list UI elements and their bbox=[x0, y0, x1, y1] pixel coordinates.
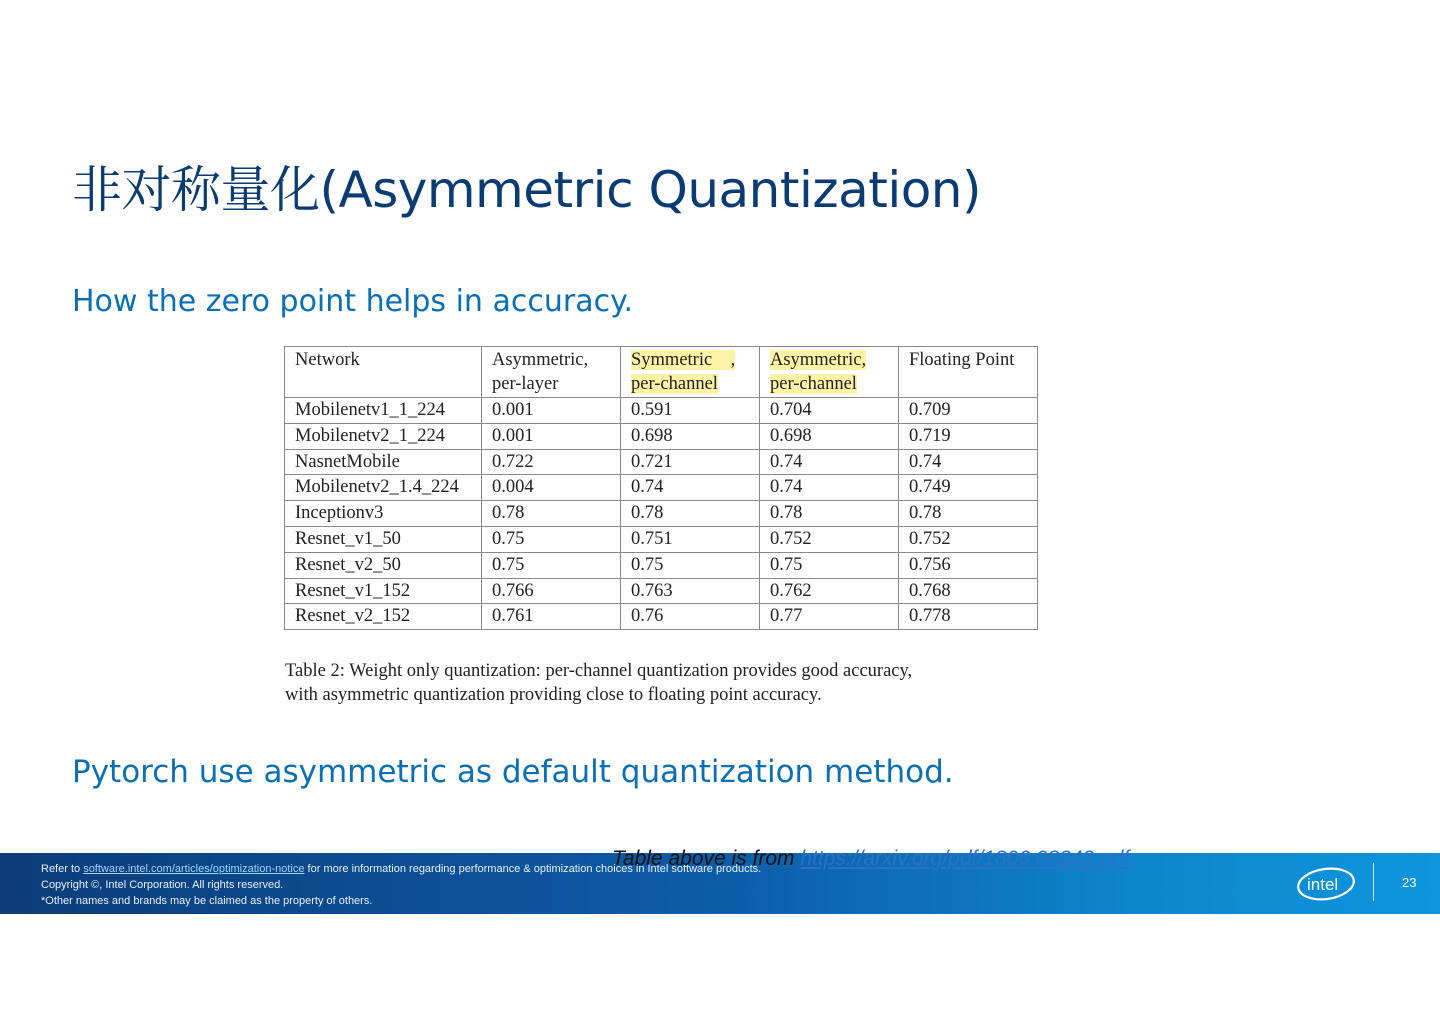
table-row bbox=[285, 398, 1038, 424]
optimization-notice: Refer to software.intel.com/articles/optimization-notice for more information regarding performance & optimization choices in Intel software products. bbox=[41, 863, 762, 875]
table-row bbox=[285, 526, 1038, 552]
accuracy-cell: 0.704 bbox=[760, 398, 899, 424]
intel-logo-text: intel bbox=[1307, 875, 1339, 894]
network-name-cell: Resnet_v2_50 bbox=[285, 552, 482, 578]
accuracy-cell: 0.709 bbox=[899, 398, 1038, 424]
network-name-cell: Mobilenetv2_1_224 bbox=[285, 423, 482, 449]
pytorch-note: Pytorch use asymmetric as default quantization method. bbox=[72, 754, 954, 790]
accuracy-cell: 0.749 bbox=[899, 475, 1038, 501]
accuracy-cell: 0.722 bbox=[482, 449, 621, 475]
accuracy-cell: 0.719 bbox=[899, 423, 1038, 449]
header-asym-per-layer: Asymmetric, per-layer bbox=[482, 347, 621, 398]
header-floating-point: Floating Point bbox=[899, 347, 1038, 398]
slide-title: 非对称量化(Asymmetric Quantization) bbox=[72, 161, 981, 219]
quantization-accuracy-table bbox=[284, 346, 1038, 630]
table-row bbox=[285, 449, 1038, 475]
accuracy-cell: 0.75 bbox=[482, 526, 621, 552]
accuracy-cell: 0.74 bbox=[760, 449, 899, 475]
header-network: Network bbox=[285, 347, 482, 398]
source-link[interactable]: https://arxiv.org/pdf/1806.08342.pdf bbox=[800, 847, 1130, 870]
copyright-text: Copyright ©, Intel Corporation. All rights reserved. bbox=[41, 879, 284, 891]
table-row bbox=[285, 501, 1038, 527]
page-number: 23 bbox=[1402, 875, 1417, 890]
accuracy-cell: 0.752 bbox=[899, 526, 1038, 552]
accuracy-cell: 0.752 bbox=[760, 526, 899, 552]
accuracy-cell: 0.766 bbox=[482, 578, 621, 604]
table-caption bbox=[285, 659, 1005, 707]
optimization-notice-link[interactable]: software.intel.com/articles/optimization-notice bbox=[83, 863, 305, 875]
header-asym-per-channel: Asymmetric, per-channel bbox=[760, 347, 899, 398]
accuracy-cell: 0.78 bbox=[760, 501, 899, 527]
network-name-cell: Mobilenetv1_1_224 bbox=[285, 398, 482, 424]
accuracy-cell: 0.698 bbox=[621, 423, 760, 449]
accuracy-cell: 0.78 bbox=[899, 501, 1038, 527]
trademark-text: *Other names and brands may be claimed as the property of others. bbox=[41, 895, 373, 907]
accuracy-cell: 0.778 bbox=[899, 604, 1038, 630]
header-sym-per-channel: Symmetric , per-channel bbox=[621, 347, 760, 398]
accuracy-cell: 0.001 bbox=[482, 398, 621, 424]
table-row bbox=[285, 552, 1038, 578]
accuracy-cell: 0.004 bbox=[482, 475, 621, 501]
table-row bbox=[285, 604, 1038, 630]
footer-divider bbox=[1373, 863, 1374, 901]
network-name-cell: Resnet_v1_152 bbox=[285, 578, 482, 604]
network-name-cell: Resnet_v1_50 bbox=[285, 526, 482, 552]
accuracy-cell: 0.74 bbox=[899, 449, 1038, 475]
network-name-cell: NasnetMobile bbox=[285, 449, 482, 475]
accuracy-cell: 0.756 bbox=[899, 552, 1038, 578]
accuracy-cell: 0.78 bbox=[621, 501, 760, 527]
accuracy-cell: 0.78 bbox=[482, 501, 621, 527]
table-source bbox=[612, 847, 1129, 871]
accuracy-cell: 0.76 bbox=[621, 604, 760, 630]
network-name-cell: Mobilenetv2_1.4_224 bbox=[285, 475, 482, 501]
table-row bbox=[285, 475, 1038, 501]
source-prefix: Table above is from bbox=[612, 847, 801, 870]
accuracy-cell: 0.75 bbox=[482, 552, 621, 578]
accuracy-cell: 0.001 bbox=[482, 423, 621, 449]
accuracy-cell: 0.721 bbox=[621, 449, 760, 475]
caption-line-2: with asymmetric quantization providing close to floating point accuracy. bbox=[285, 685, 822, 705]
accuracy-cell: 0.75 bbox=[760, 552, 899, 578]
accuracy-cell: 0.591 bbox=[621, 398, 760, 424]
table-row bbox=[285, 423, 1038, 449]
accuracy-cell: 0.762 bbox=[760, 578, 899, 604]
accuracy-cell: 0.768 bbox=[899, 578, 1038, 604]
accuracy-cell: 0.698 bbox=[760, 423, 899, 449]
network-name-cell: Inceptionv3 bbox=[285, 501, 482, 527]
slide-subtitle: How the zero point helps in accuracy. bbox=[72, 284, 634, 319]
caption-line-1: Table 2: Weight only quantization: per-channel quantization provides good accuracy, bbox=[285, 661, 913, 681]
accuracy-cell: 0.75 bbox=[621, 552, 760, 578]
accuracy-cell: 0.761 bbox=[482, 604, 621, 630]
table-row bbox=[285, 578, 1038, 604]
intel-logo-icon bbox=[1296, 863, 1358, 903]
network-name-cell: Resnet_v2_152 bbox=[285, 604, 482, 630]
accuracy-cell: 0.74 bbox=[621, 475, 760, 501]
accuracy-cell: 0.74 bbox=[760, 475, 899, 501]
accuracy-cell: 0.751 bbox=[621, 526, 760, 552]
accuracy-cell: 0.763 bbox=[621, 578, 760, 604]
table-header-row bbox=[285, 347, 1038, 398]
accuracy-cell: 0.77 bbox=[760, 604, 899, 630]
